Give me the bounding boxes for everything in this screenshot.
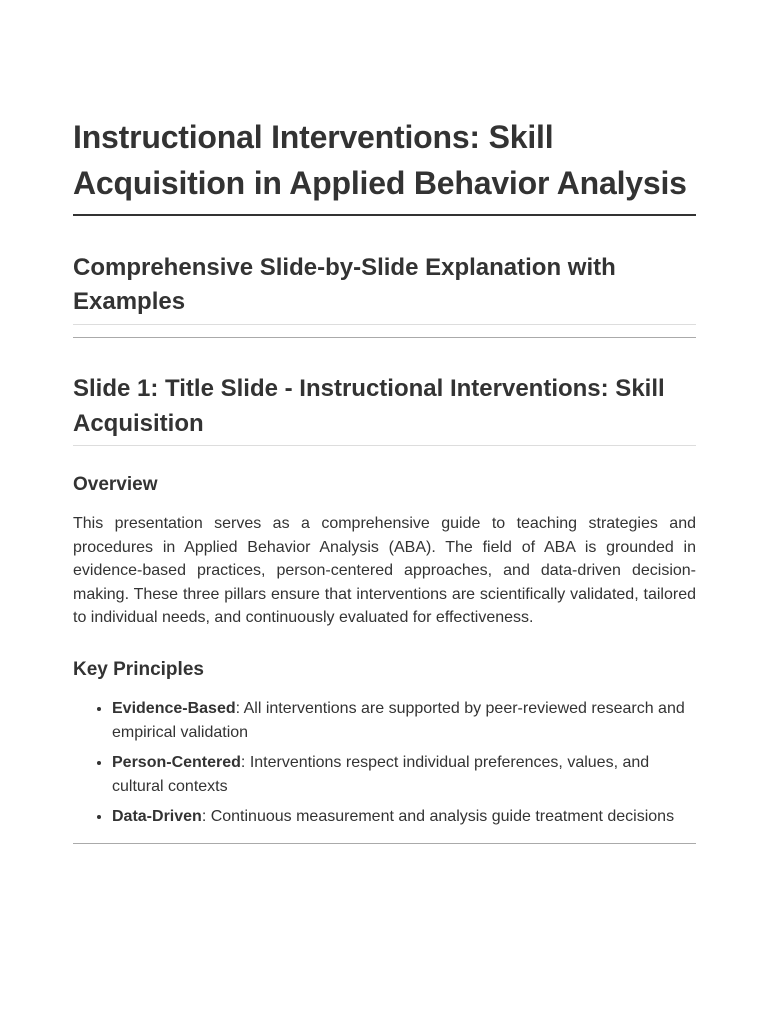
principle-description: : All interventions are supported by peer-reviewed research and empirical validation: [112, 700, 685, 741]
slide-heading-underline: [73, 445, 696, 446]
title-underline: [73, 214, 696, 216]
slide-heading: Slide 1: Title Slide - Instructional Interventions: Skill Acquisition: [73, 375, 665, 437]
principle-description: : Interventions respect individual preferences, values, and cultural contexts: [112, 754, 650, 795]
key-principles-heading: Key Principles: [73, 659, 204, 680]
section-divider-bottom: [73, 843, 696, 844]
document-title: Instructional Interventions: Skill Acquisition in Applied Behavior Analysis: [73, 119, 687, 201]
subtitle-underline: [73, 324, 696, 325]
overview-heading: Overview: [73, 474, 158, 495]
list-item: [112, 697, 696, 744]
section-divider: [73, 337, 696, 338]
overview-paragraph: This presentation serves as a comprehensive guide to teaching strategies and procedures in Applied Behavior Analysis (ABA). The field of ABA is grounded in evidence-based practices, person-centered approaches, and data-driven decision-making. These three pillars ensure that interventions are scientifically validated, tailored to individual needs, and continuously evaluated for effectiveness.: [73, 515, 696, 626]
key-principles-list: [73, 697, 696, 836]
principle-term: Data-Driven: [112, 808, 202, 825]
principle-description: : Continuous measurement and analysis guide treatment decisions: [201, 808, 675, 825]
principle-term: Evidence-Based: [112, 700, 236, 717]
list-item: [112, 805, 696, 829]
list-item: [112, 751, 696, 798]
document-subtitle: Comprehensive Slide-by-Slide Explanation with Examples: [73, 254, 616, 315]
principle-term: Person-Centered: [112, 754, 241, 771]
